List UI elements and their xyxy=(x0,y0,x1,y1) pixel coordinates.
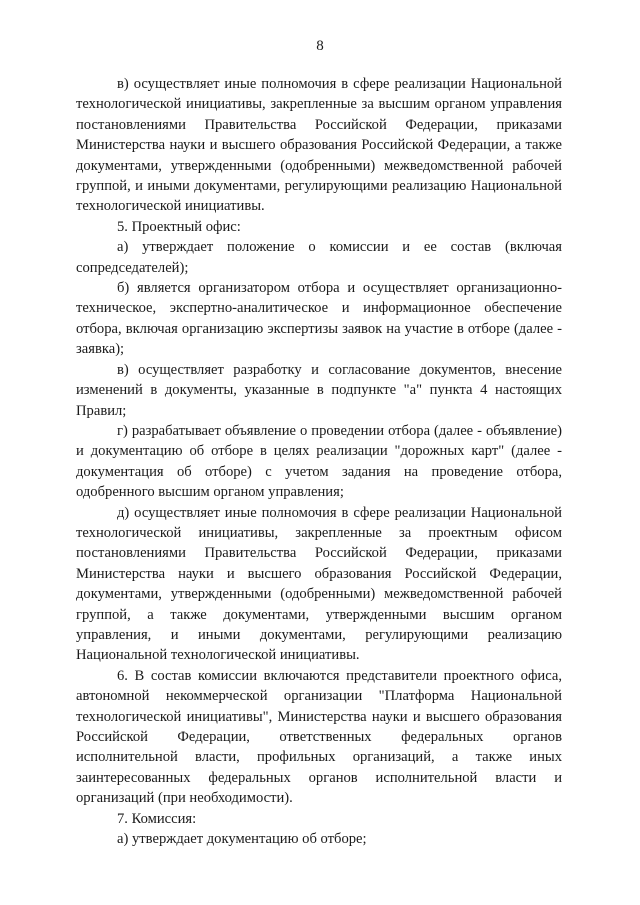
paragraph-3v-other-powers: в) осуществляет иные полномочия в сфере реализации Национальной технологической инициативы, закрепленные за высшим органом управления постановлениями Правительства Российской Федерации, приказами Министерства науки и высшего образования Российской Федерации, а также документами, утвержденными (одобренными) межведомственной рабочей группой, и иными документами, регулирующими реализацию Национальной технологической инициативы. xyxy=(76,76,562,215)
paragraph-6-commission-composition: 6. В состав комиссии включаются представители проектного офиса, автономной некоммерческой организации "Платформа Национальной технологической инициативы", Министерства науки и высшего образования Российской Федерации, ответственных федеральных органов исполнительной власти, профильных организаций, а также иных заинтересованных федеральных органов исполнительной власти и организаций (при необходимости). xyxy=(76,667,562,807)
paragraph-5-project-office-heading: 5. Проектный офис: xyxy=(117,218,241,235)
paragraph-5a-commission-regulation: а) утверждает положение о комиссии и ее состав (включая сопредседателей); xyxy=(76,239,562,276)
paragraph-5g-announcement: г) разрабатывает объявление о проведении отбора (далее - объявление) и документацию об отборе в целях реализации "дорожных карт" (далее - документация об отборе) с учетом задания на проведение отбора, одобренного высшим органом управления; xyxy=(76,422,562,501)
document-body xyxy=(76,74,562,849)
paragraph-7-commission-heading: 7. Комиссия: xyxy=(117,810,197,827)
page-number: 8 xyxy=(316,38,324,54)
paragraph-7a-approves-documentation: а) утверждает документацию об отборе; xyxy=(117,831,367,848)
paragraph-5d-other-powers: д) осуществляет иные полномочия в сфере реализации Национальной технологической инициативы, закрепленные за проектным офисом постановлениями Правительства Российской Федерации, приказами Министерства науки и высшего образования Российской Федерации, документами, утвержденными (одобренными) межведомственной рабочей группой, а также документами, утвержденными высшим органом управления, и иными документами, регулирующими реализацию Национальной технологической инициативы. xyxy=(76,504,562,664)
paragraph-5b-selection-organizer: б) является организатором отбора и осуществляет организационно-техническое, экспертно-аналитическое и информационное обеспечение отбора, включая организацию экспертизы заявок на участие в отборе (далее - заявка); xyxy=(76,280,562,358)
paragraph-5v-document-development: в) осуществляет разработку и согласование документов, внесение изменений в документы, указанные в подпункте "а" пункта 4 настоящих Правил; xyxy=(76,361,562,419)
